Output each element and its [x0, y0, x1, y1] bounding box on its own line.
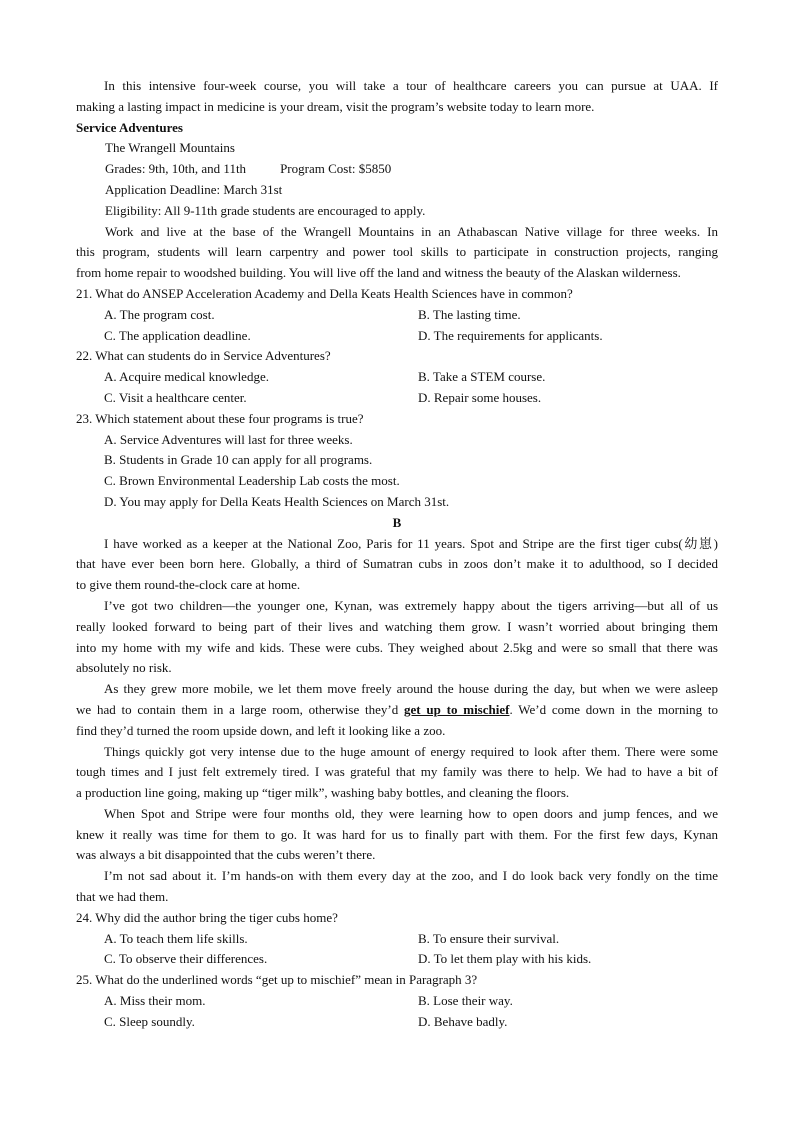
- question-25-options-row-1: [76, 991, 718, 1012]
- option-22-b[interactable]: B. Take a STEM course.: [418, 369, 546, 385]
- question-22-options-row-2: [76, 388, 718, 409]
- p2-line-4: absolutely no risk.: [76, 660, 172, 676]
- service-desc-line-3: from home repair to woodshed building. You will live off the land and witness the beauty of the Alaskan wilderness.: [76, 265, 681, 281]
- question-21: 21. What do ANSEP Acceleration Academy and Della Keats Health Sciences have in common?: [76, 285, 573, 301]
- p6-line-2: that we had them.: [76, 889, 169, 905]
- option-23-a[interactable]: A. Service Adventures will last for three weeks.: [104, 431, 353, 447]
- underlined-phrase: get up to mischief: [404, 701, 510, 717]
- p1-line-3: to give them round-the-clock care at home.: [76, 577, 301, 593]
- service-desc-line-1: Work and live at the base of the Wrangell Mountains in an Athabascan Native village for three weeks. In: [105, 223, 718, 239]
- question-24-options-row-1: [76, 929, 718, 950]
- option-21-a[interactable]: A. The program cost.: [104, 306, 215, 322]
- service-cost: Program Cost: $5850: [280, 161, 392, 177]
- option-22-a[interactable]: A. Acquire medical knowledge.: [104, 369, 269, 385]
- p5-line-1: When Spot and Stripe were four months old, they were learning how to open doors and jump fences, and we: [104, 805, 718, 821]
- p4-line-2: tough times and I just felt extremely tired. I was grateful that my family was there to help. We had to have a bit of: [76, 764, 718, 780]
- service-adventures-title: Service Adventures: [76, 119, 183, 135]
- document-page: [76, 76, 718, 1033]
- p3-line-2: [76, 700, 718, 721]
- question-23: 23. Which statement about these four programs is true?: [76, 410, 364, 426]
- question-22: 22. What can students do in Service Adventures?: [76, 348, 331, 364]
- question-22-options-row-1: [76, 367, 718, 388]
- p1-line-1: I have worked as a keeper at the National Zoo, Paris for 11 years. Spot and Stripe are the first tiger cubs(幼崽): [104, 535, 718, 551]
- p4-line-3: a production line going, making up “tiger milk”, washing baby bottles, and cleaning the floors.: [76, 785, 570, 801]
- p5-line-3: was always a bit disappointed that the cubs weren’t there.: [76, 847, 376, 863]
- service-location: The Wrangell Mountains: [105, 140, 235, 156]
- service-grades: Grades: 9th, 10th, and 11th: [105, 161, 247, 177]
- question-24: 24. Why did the author bring the tiger cubs home?: [76, 909, 338, 925]
- option-23-b[interactable]: B. Students in Grade 10 can apply for all programs.: [104, 452, 373, 468]
- intro-line-2: making a lasting impact in medicine is your dream, visit the program’s website today to learn more.: [76, 98, 595, 114]
- service-deadline: Application Deadline: March 31st: [105, 181, 283, 197]
- option-25-a[interactable]: A. Miss their mom.: [104, 993, 206, 1009]
- p6-line-1: I’m not sad about it. I’m hands-on with them every day at the zoo, and I do look back very fondly on the time: [104, 868, 718, 884]
- p2-line-1: I’ve got two children—the younger one, Kynan, was extremely happy about the tigers arriving—but all of us: [104, 597, 718, 613]
- option-22-c[interactable]: C. Visit a healthcare center.: [104, 389, 247, 405]
- question-21-options-row-1: [76, 305, 718, 326]
- p2-line-3: into my home with my wife and kids. These were cubs. They weighed about 2.5kg and were so small that there was: [76, 639, 718, 655]
- section-b-heading: B: [392, 514, 402, 530]
- p1-line-2: that have ever been born here. Globally, a third of Sumatran cubs in zoos don’t make it to adulthood, so I decided: [76, 556, 718, 572]
- p3-line-2-post: . We’d come down in the morning to: [509, 701, 718, 717]
- option-24-c[interactable]: C. To observe their differences.: [104, 951, 268, 967]
- option-23-c[interactable]: C. Brown Environmental Leadership Lab costs the most.: [104, 473, 400, 489]
- option-25-c[interactable]: C. Sleep soundly.: [104, 1013, 195, 1029]
- question-21-options-row-2: [76, 326, 718, 347]
- option-24-a[interactable]: A. To teach them life skills.: [104, 930, 248, 946]
- service-grades-cost: [76, 159, 718, 180]
- p3-line-1: As they grew more mobile, we let them move freely around the house during the day, but when we were asleep: [104, 681, 718, 697]
- p2-line-2: really looked forward to being part of their lives and watching them grow. I wasn’t worried about bringing them: [76, 618, 718, 634]
- option-24-b[interactable]: B. To ensure their survival.: [418, 930, 560, 946]
- option-23-d[interactable]: D. You may apply for Della Keats Health Sciences on March 31st.: [104, 493, 450, 509]
- service-eligibility: Eligibility: All 9-11th grade students are encouraged to apply.: [105, 202, 426, 218]
- option-21-d[interactable]: D. The requirements for applicants.: [418, 327, 603, 343]
- option-24-d[interactable]: D. To let them play with his kids.: [418, 951, 592, 967]
- option-21-b[interactable]: B. The lasting time.: [418, 306, 521, 322]
- option-21-c[interactable]: C. The application deadline.: [104, 327, 251, 343]
- intro-line-1: In this intensive four-week course, you will take a tour of healthcare careers you can pursue at UAA. If: [104, 78, 718, 93]
- p3-line-2-pre: we had to contain them in a large room, otherwise they’d: [76, 701, 404, 717]
- service-desc-line-2: this program, students will learn carpentry and power tool skills to participate in construction projects, ranging: [76, 244, 718, 260]
- option-25-b[interactable]: B. Lose their way.: [418, 993, 513, 1009]
- question-25: 25. What do the underlined words “get up to mischief” mean in Paragraph 3?: [76, 972, 478, 988]
- p3-line-3: find they’d turned the room upside down, and left it looking like a zoo.: [76, 722, 446, 738]
- option-22-d[interactable]: D. Repair some houses.: [418, 389, 542, 405]
- question-24-options-row-2: [76, 949, 718, 970]
- p4-line-1: Things quickly got very intense due to the huge amount of energy required to look after them. There were some: [104, 743, 718, 759]
- p5-line-2: knew it really was time for them to go. It was hard for us to finally part with them. For the first few days, Kynan: [76, 826, 718, 842]
- option-25-d[interactable]: D. Behave badly.: [418, 1013, 508, 1029]
- question-25-options-row-2: [76, 1012, 718, 1033]
